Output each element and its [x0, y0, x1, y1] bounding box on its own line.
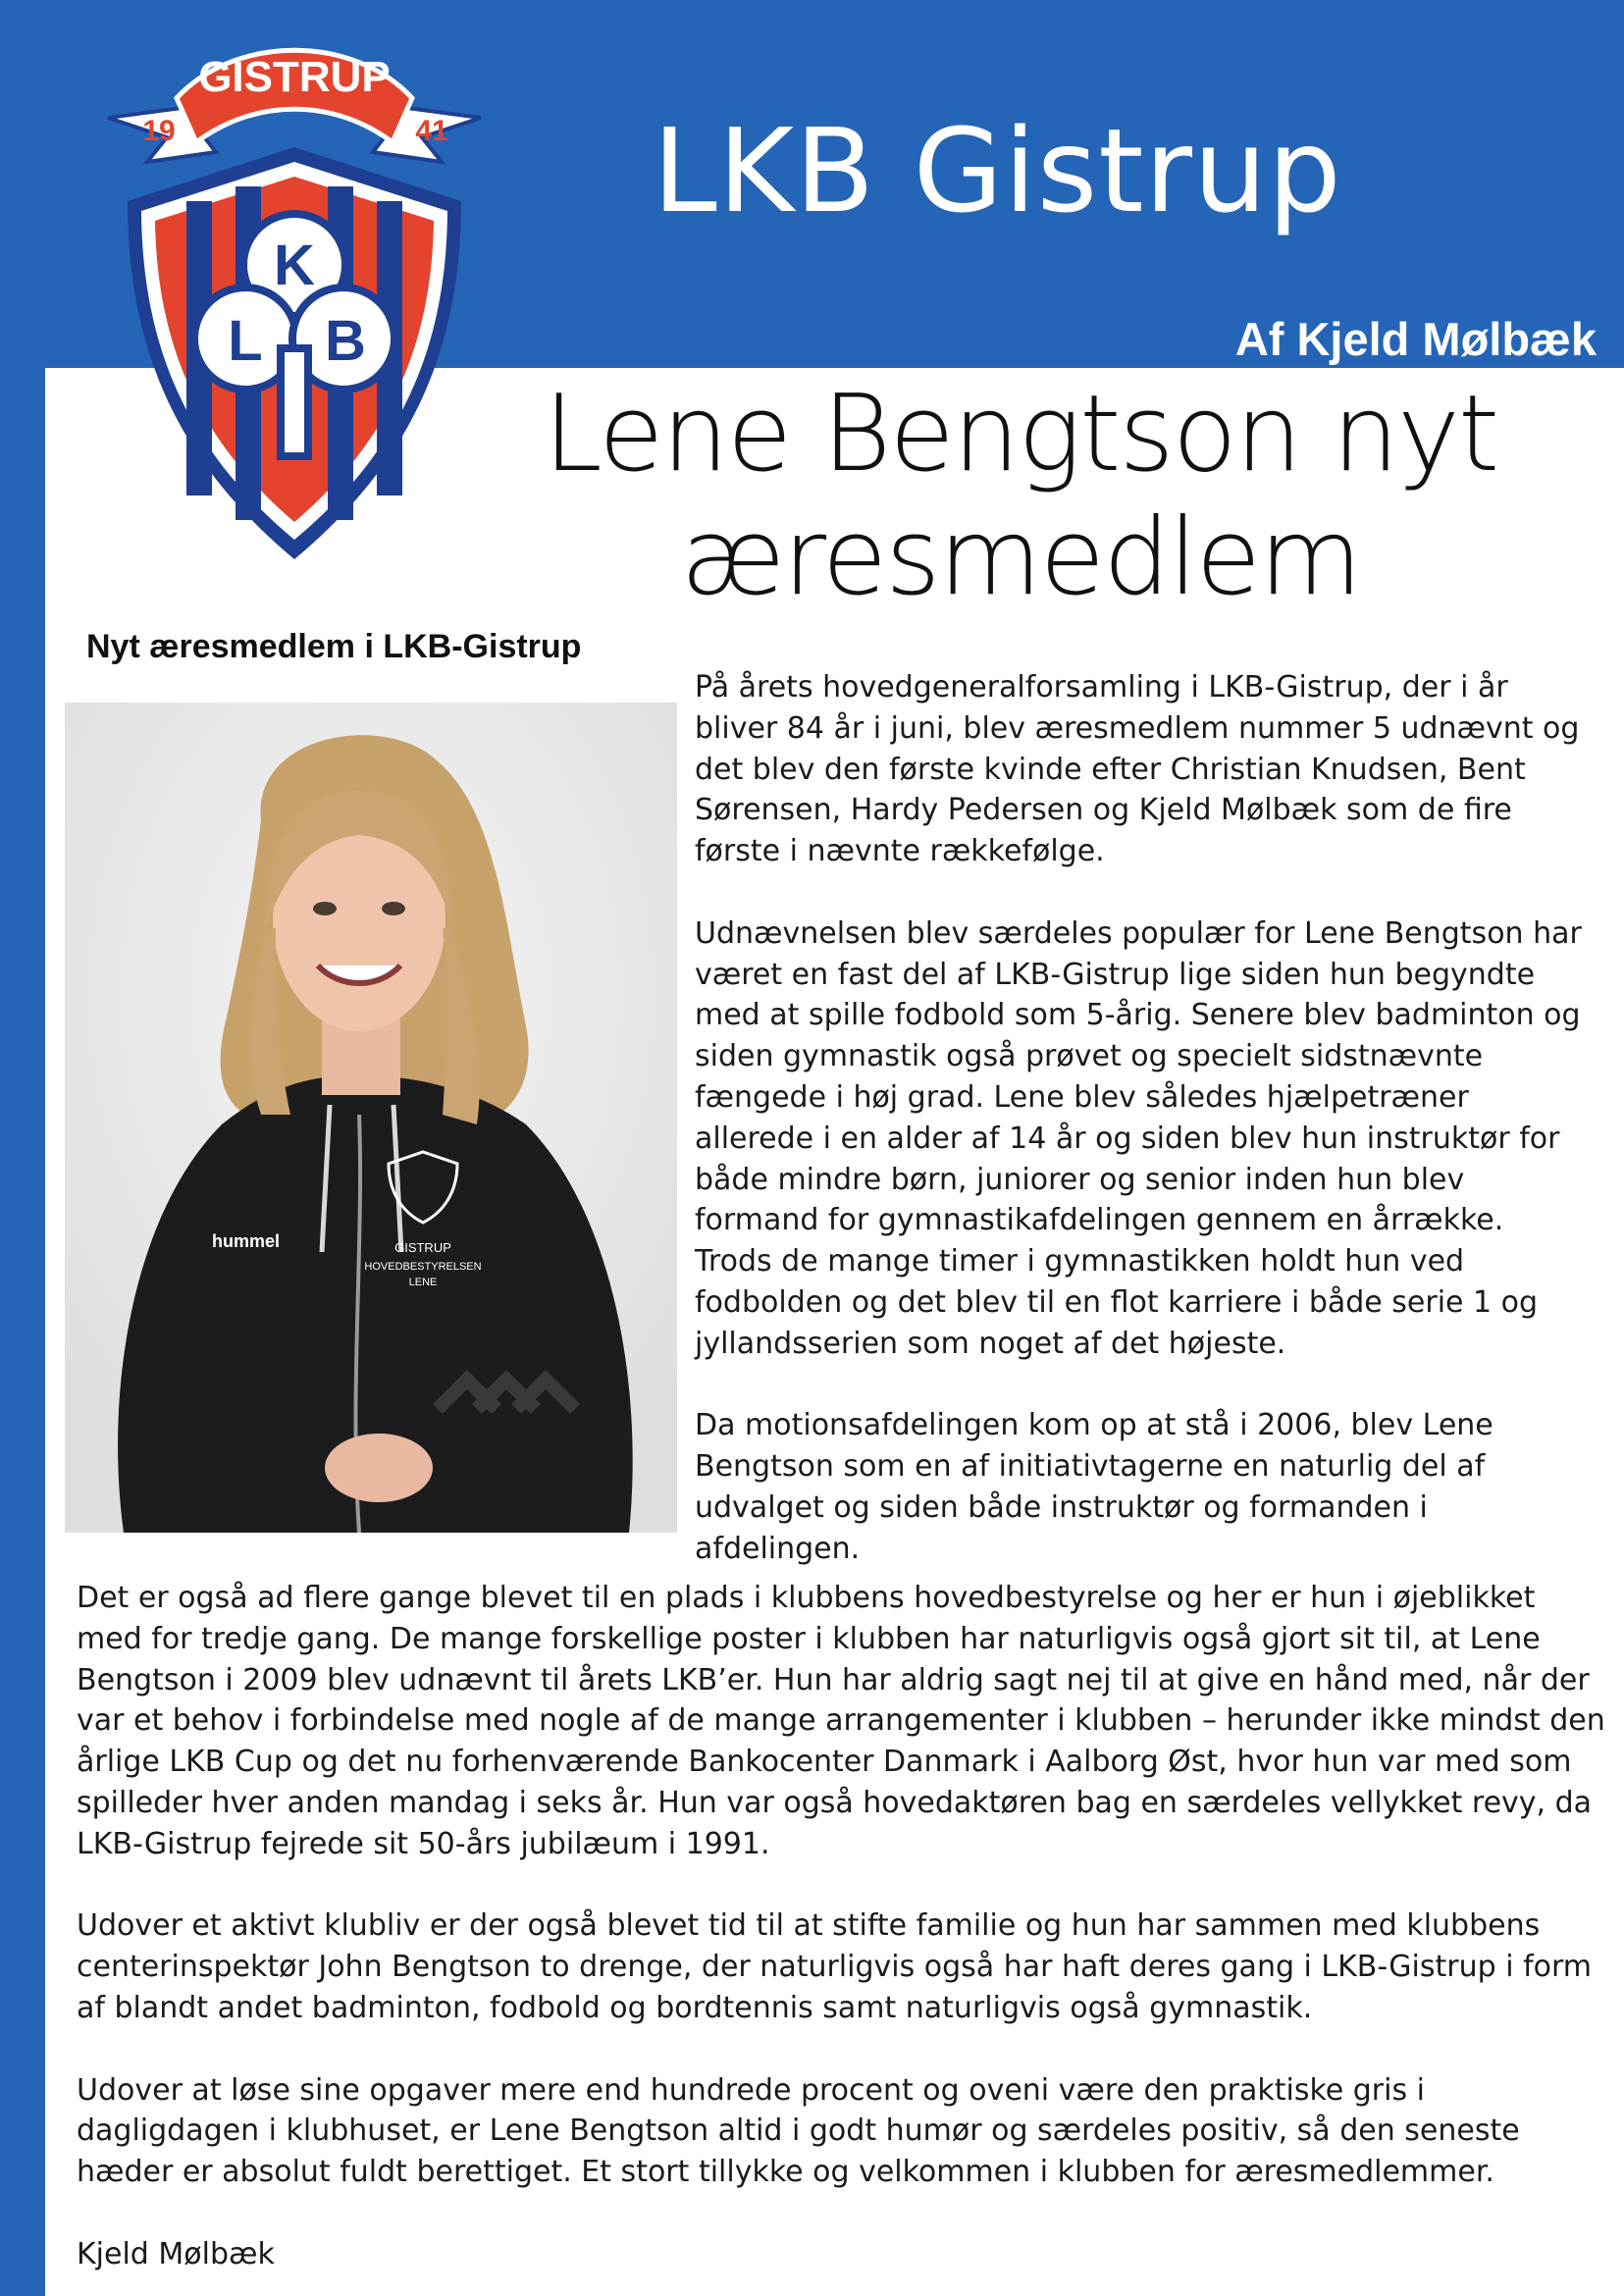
club-name-title: LKB Gistrup [653, 103, 1342, 238]
article-column-text [695, 667, 1588, 1610]
sub-heading: Nyt æresmedlem i LKB-Gistrup [86, 628, 582, 665]
article-full-width-text [77, 1578, 1607, 2275]
author-signature: Kjeld Mølbæk [77, 2236, 275, 2271]
portrait-photo [65, 703, 677, 1533]
jacket-print-2: HOVEDBESTYRELSEN [364, 1261, 482, 1273]
crest-letter-l: L [228, 309, 263, 373]
jacket-print-1: GISTRUP [394, 1240, 451, 1255]
full-paragraph-3: Udover at løse sine opgaver mere end hundrede procent og oveni være den praktiske gris i dagligdagen i klubhuset, er Lene Bengtson altid i godt humør og særdeles positiv, så den seneste hæder er absolut fuldt berettiget. Et stort tillykke og velkommen i klubben for æresmedlemmer. [77, 2072, 1520, 2190]
crest-year-right: 41 [415, 115, 448, 147]
full-paragraph-2: Udover et aktivt klubliv er der også blevet tid til at stifte familie og hun har sammen med klubbens centerinspektør John Bengtson to drenge, der naturligvis også har haft deres gang i LKB-Gistrup i form af blandt andet badminton, fodbold og bordtennis samt naturligvis også gymnastik. [77, 1908, 1593, 2025]
article-headline [530, 373, 1511, 620]
club-crest-logo [88, 25, 500, 574]
crest-banner-text: GISTRUP [198, 53, 391, 101]
byline: Af Kjeld Mølbæk [1234, 313, 1597, 365]
crest-letter-b: B [325, 309, 366, 373]
jacket-brand-text: hummel [212, 1231, 281, 1251]
crest-year-left: 19 [142, 115, 176, 147]
headline-line-1: Lene Bengtson nyt [543, 373, 1498, 496]
headline-line-2: æresmedlem [680, 496, 1361, 619]
left-accent-bar [0, 368, 45, 2296]
crest-letter-k: K [274, 234, 315, 297]
full-paragraph-1: Det er også ad flere gange blevet til en plads i klubbens hovedbestyrelse og her er hun i øjeblikket med for tredje gang. De mange forskellige poster i klubben har naturligvis også gjort sit til, at Lene Bengtson i 2009 blev udnævnt til årets LKB’er. Hun har aldrig sagt nej til at give en hånd med, når der var et behov i forbindelse med nogle af de mange arrangementer i klubben – herunder ikke mindst den årlige LKB Cup og det nu forhenværende Bankocenter Danmark i Aalborg Øst, hvor hun var med som spilleder hver anden mandag i seks år. Hun var også hovedaktøren bag en særdeles vellykket revy, da LKB-Gistrup fejrede sit 50-års jubilæum i 1991. [77, 1581, 1605, 1861]
column-paragraph-2: Udnævnelsen blev særdeles populær for Lene Bengtson har været en fast del af LKB-Gistrup lige siden hun begyndte med at spille fodbold som 5-årig. Senere blev badminton og siden gymnastik også prøvet og specielt sidstnævnte fængede i høj grad. Lene blev således hjælpetræner allerede i en alder af 14 år og siden blev hun instruktør for både mindre børn, juniorer og senior inden hun blev formand for gymnastikafdelingen gennem en årrække. Trods de mange timer i gymnastikken holdt hun ved fodbolden og det blev til en flot karriere i både serie 1 og jyllandsserien som noget af det højeste. [695, 915, 1582, 1361]
column-paragraph-1: På årets hovedgeneralforsamling i LKB-Gistrup, der i år bliver 84 år i juni, blev æresmedlem nummer 5 udnævnt og det blev den første kvinde efter Christian Knudsen, Bent Sørensen, Hardy Pedersen og Kjeld Mølbæk som de fire første i nævnte rækkefølge. [695, 670, 1580, 869]
column-paragraph-3: Da motionsafdelingen kom op at stå i 2006, blev Lene Bengtson som en af initiativtagerne en naturlig del af udvalget og siden både instruktør og formanden i afdelingen. [695, 1408, 1493, 1566]
jacket-print-3: LENE [408, 1277, 438, 1288]
